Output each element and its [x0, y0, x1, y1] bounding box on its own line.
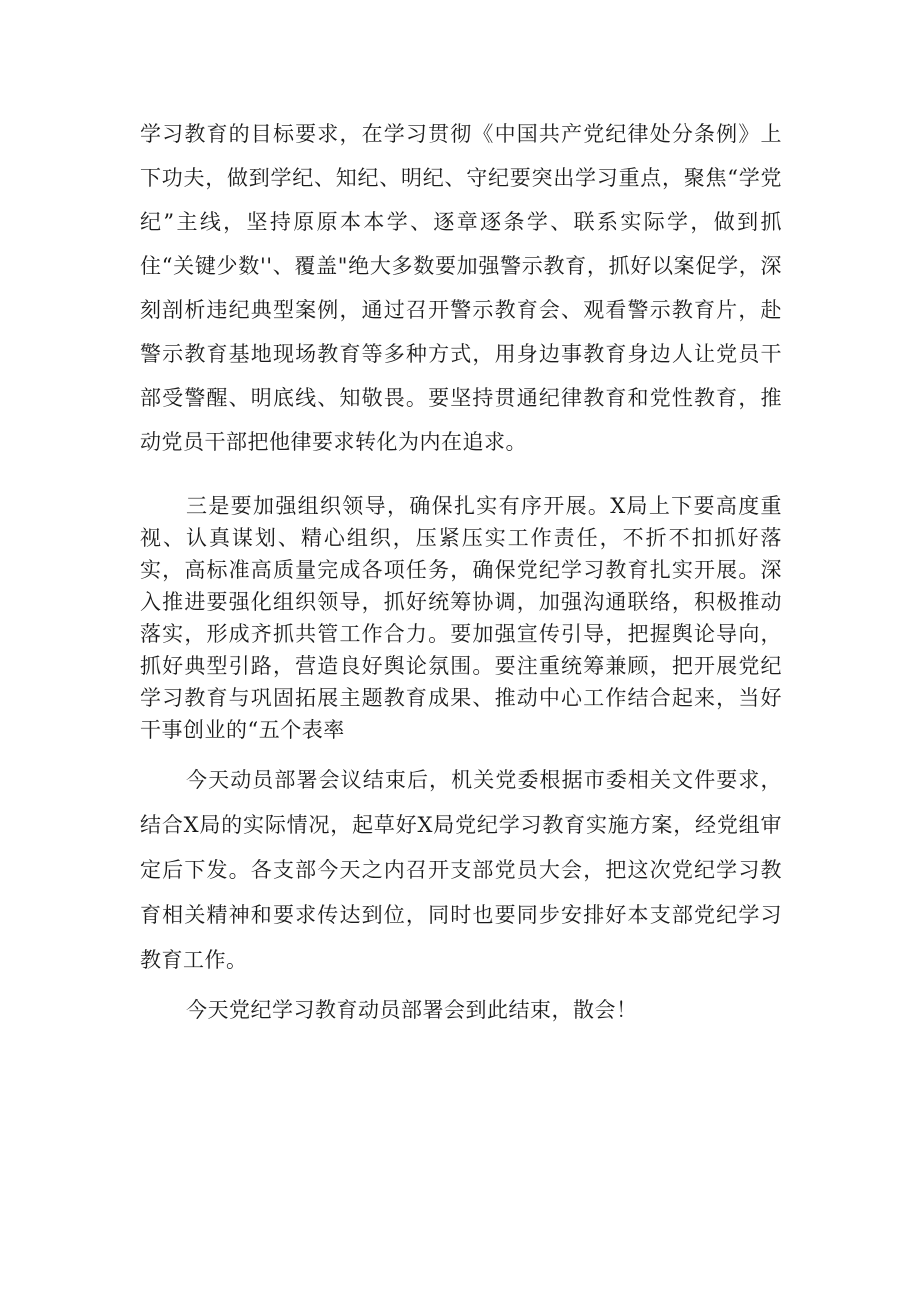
paragraph-continuation: 学习教育的目标要求，在学习贯彻《中国共产党纪律处分条例》上下功夫，做到学纪、知纪、明纪、守纪要突出学习重点，聚焦“学党纪”主线，坚持原原本本学、逐章逐条学、联系实际学，做到抓住“关键少数''、覆盖"绝大多数要加强警示教育，抓好以案促学，深刻剖析违纪典型案例，通过召开警示教育会、观看警示教育片，赴警示教育基地现场教育等多种方式，用身边事教育身边人让党员干部受警醒、明底线、知敬畏。要坚持贯通纪律教育和党性教育，推动党员干部把他律要求转化为内在追求。 — [140, 122, 782, 454]
paragraph-after-meeting: 今天动员部署会议结束后，机关党委根据市委相关文件要求，结合X局的实际情况，起草好X局党纪学习教育实施方案，经党组审定后下发。各支部今天之内召开支部党员大会，把这次党纪学习教育相关精神和要求传达到位，同时也要同步安排好本支部党纪学习教育工作。 — [140, 768, 782, 972]
paragraph-organization-leadership: 三是要加强组织领导，确保扎实有序开展。X局上下要高度重视、认真谋划、精心组织，压紧压实工作责任，不折不扣抓好落实，高标准高质量完成各项任务，确保党纪学习教育扎实开展。深入推进要强化组织领导，抓好统筹协调，加强沟通联络，积极推动落实，形成齐抓共管工作合力。要加强宣传引导，把握舆论导向，抓好典型引路，营造良好舆论氛围。要注重统筹兼顾，把开展党纪学习教育与巩固拓展主题教育成果、推动中心工作结合起来，当好干事创业的“五个表率 — [140, 494, 782, 742]
paragraph-closing: 今天党纪学习教育动员部署会到此结束，散会！ — [186, 998, 638, 1022]
